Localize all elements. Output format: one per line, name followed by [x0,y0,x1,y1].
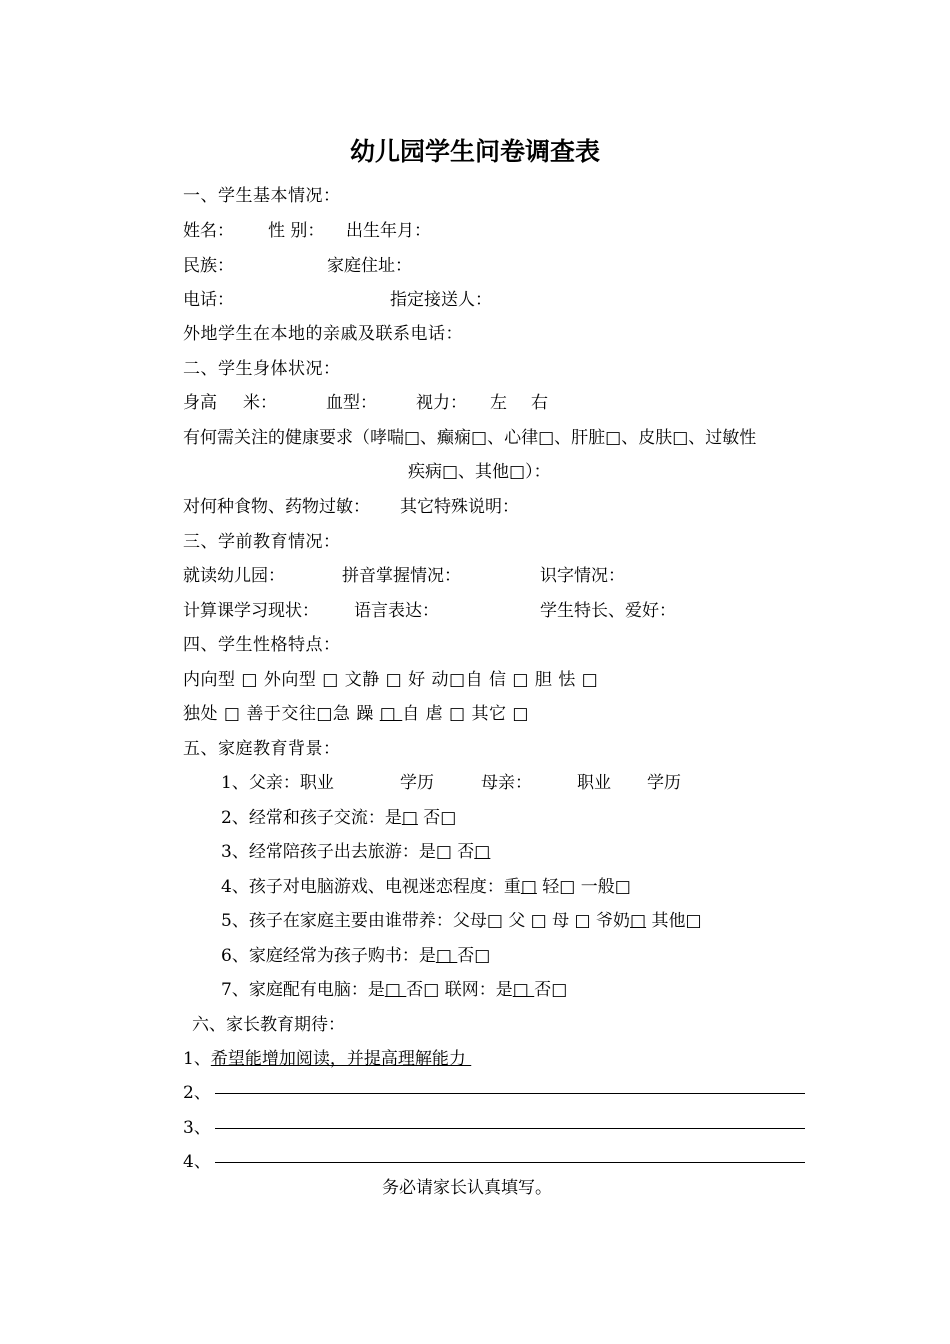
q1-father-occupation: 1、父亲：职业 [221,773,334,793]
label-pinyin: 拼音掌握情况： [342,566,461,586]
q6-no: 否□ [457,946,491,966]
q4-line [221,875,631,899]
label-name: 姓名： [183,221,234,241]
q7-checkbox-internet-yes: □ [512,980,535,1000]
section6-heading: 六、家长教育期待： [192,1015,345,1035]
q7-checkbox-computer-yes: □ [384,980,407,1000]
label-pickup: 指定接送人： [390,290,492,310]
q3-text: 3、经常陪孩子出去旅游：是□ 否 [221,842,475,862]
label-phone: 电话： [183,290,234,310]
q7-line [221,978,567,1002]
q1-mother-occupation: 职业 [577,773,611,793]
q2-text: 2、经常和孩子交流：是 [221,808,402,828]
q1-mother-education: 学历 [647,773,681,793]
label-talent: 学生特长、爱好： [540,601,676,621]
q3-line [221,840,490,864]
section3-heading: 三、学前教育情况： [183,532,341,552]
health-requirements-line2: 疾病□、其他□）： [408,462,551,482]
expectation-2-number: 2、 [183,1083,211,1103]
q4-text: 4、孩子对电脑游戏、电视迷恋程度：重 [221,877,521,897]
section1-heading: 一、学生基本情况： [183,186,341,206]
expectation-1-text: 希望能增加阅读，并提高理解能力 [210,1049,472,1069]
expectation-4-blank-line [215,1162,805,1163]
label-kindergarten: 就读幼儿园： [183,566,285,586]
label-right: 右 [531,393,548,413]
label-address: 家庭住址： [327,256,412,276]
expectation-2-blank-line [215,1093,805,1094]
label-ethnic: 民族： [183,256,234,276]
section4-heading: 四、学生性格特点： [183,635,341,655]
q4-rest: 轻□ 一般□ [536,877,631,897]
q7-end: 否□ [534,980,568,1000]
q6-text: 6、家庭经常为孩子购书：是 [221,946,436,966]
label-gender: 性 别： [268,221,325,241]
expectation-3-number: 3、 [183,1118,211,1138]
personality-row2 [183,702,529,726]
q3-checkbox-no: □ [474,842,491,862]
personality-row2-a: 独处 □ 善于交往□急 躁 [183,704,380,724]
label-math: 计算课学习现状： [183,601,319,621]
label-vision: 视力： [416,393,467,413]
label-left: 左 [490,393,507,413]
q4-checkbox-heavy: □ [520,877,537,897]
q7-mid: 否□ 联网：是 [406,980,513,1000]
expectation-4-number: 4、 [183,1152,211,1172]
q2-checkbox-yes: □ [401,808,418,828]
label-literacy: 识字情况： [540,566,625,586]
expectation-1 [183,1047,471,1071]
q5-line [221,909,702,933]
label-meter: 米： [243,393,277,413]
label-blood: 血型： [326,393,377,413]
label-height: 身高 [183,393,217,413]
label-relatives: 外地学生在本地的亲戚及联系电话： [183,324,463,344]
q2-line [221,806,456,830]
q5-rest: 其他□ [646,911,702,931]
label-birth: 出生年月： [346,221,431,241]
health-requirements-line1: 有何需关注的健康要求（哮喘□、癫痫□、心律□、肝脏□、皮肤□、过敏性 [183,428,757,448]
q6-checkbox-yes: □ [435,946,458,966]
expectation-1-number: 1、 [183,1049,211,1069]
label-special: 其它特殊说明： [400,497,519,517]
label-language: 语言表达： [354,601,439,621]
personality-row2-c: 自 虐 □ 其它 □ [402,704,529,724]
section2-heading: 二、学生身体状况： [183,359,341,379]
expectation-3-blank-line [215,1128,805,1129]
q1-mother: 母亲： [481,773,532,793]
q7-text: 7、家庭配有电脑：是 [221,980,385,1000]
section5-heading: 五、家庭教育背景： [183,739,341,759]
q2-no: 否□ [417,808,457,828]
q6-line [221,944,490,968]
q5-text: 5、孩子在家庭主要由谁带养：父母□ 父 □ 母 □ 爷奶 [221,911,631,931]
page-title: 幼儿园学生问卷调查表 [349,137,600,166]
personality-row1: 内向型 □ 外向型 □ 文静 □ 好 动□自 信 □ 胆 怯 □ [183,670,599,690]
footer-note: 务必请家长认真填写。 [382,1178,552,1198]
label-allergy: 对何种食物、药物过敏： [183,497,370,517]
q5-checkbox-grandparents: □ [630,911,647,931]
q1-father-education: 学历 [400,773,434,793]
personality-row2-checkbox: □ [379,704,403,724]
